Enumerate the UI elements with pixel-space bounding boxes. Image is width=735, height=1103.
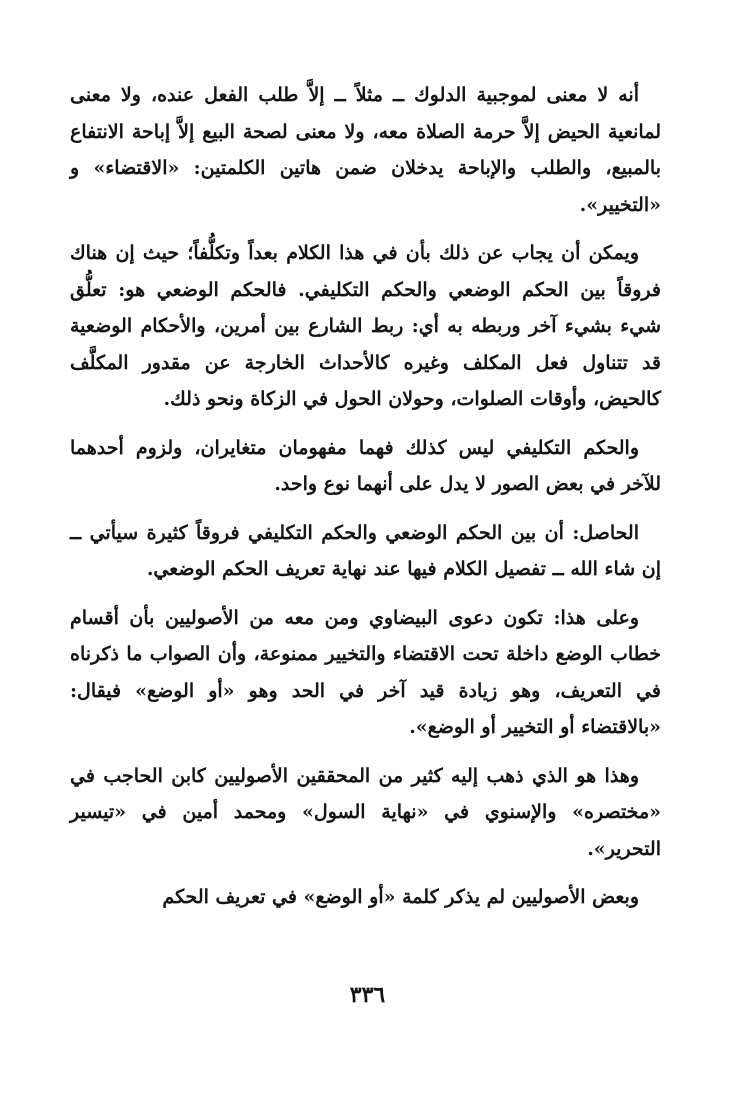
paragraph-1: أنه لا معنى لموجبية الدلوك ــ مثلاً ــ إلاَّ طلب الفعل عنده، ولا معنى لمانعية الحيض إلاَّ حرمة الصلاة معه، ولا معنى لصحة البيع إلاَّ إباحة الانتفاع بالمبيع، والطلب والإباحة يدخلان ضمن هاتين الكلمتين: «الاقتضاء» و «التخيير».: [70, 84, 661, 216]
paragraph-2: ويمكن أن يجاب عن ذلك بأن في هذا الكلام بعداً وتكلُّفاً؛ حيث إن هناك فروقاً بين الحكم الوضعي والحكم التكليفي. فالحكم الوضعي هو: تعلُّق شيء بشيء آخر وربطه به أي: ربط الشارع بين أمرين، والأحكام الوضعية قد تتناول فعل المكلف وغيره كالأحداث الخارجة عن مقدور المكلَّف كالحيض، وأوقات الصلوات، وحولان الحول في الزكاة ونحو ذلك.: [70, 242, 661, 410]
paragraph-3: والحكم التكليفي ليس كذلك فهما مفهومان متغايران، ولزوم أحدهما للآخر في بعض الصور لا يدل على أنهما نوع واحد.: [70, 436, 661, 495]
paragraph-4: الحاصل: أن بين الحكم الوضعي والحكم التكليفي فروقاً كثيرة سيأتي ــ إن شاء الله ــ تفصيل الكلام فيها عند نهاية تعريف الحكم الوضعي.: [70, 521, 661, 580]
paragraph-7: وبعض الأصوليين لم يذكر كلمة «أو الوضع» في تعريف الحكم: [162, 886, 639, 908]
paragraph-6: وهذا هو الذي ذهب إليه كثير من المحققين الأصوليين كابن الحاجب في «مختصره» والإسنوي في «نهاية السول» ومحمد أمين في «تيسير التحرير».: [70, 764, 661, 860]
paragraph-5: وعلى هذا: تكون دعوى البيضاوي ومن معه من الأصوليين بأن أقسام خطاب الوضع داخلة تحت الاقتضاء والتخيير ممنوعة، وأن الصواب ما ذكرناه في التعريف، وهو زيادة قيد آخر في الحد وهو «أو الوضع» فيقال: «بالاقتضاء أو التخيير أو الوضع».: [70, 606, 662, 738]
body-text: [70, 77, 661, 928]
page-number: ٣٣٦: [349, 982, 386, 1008]
